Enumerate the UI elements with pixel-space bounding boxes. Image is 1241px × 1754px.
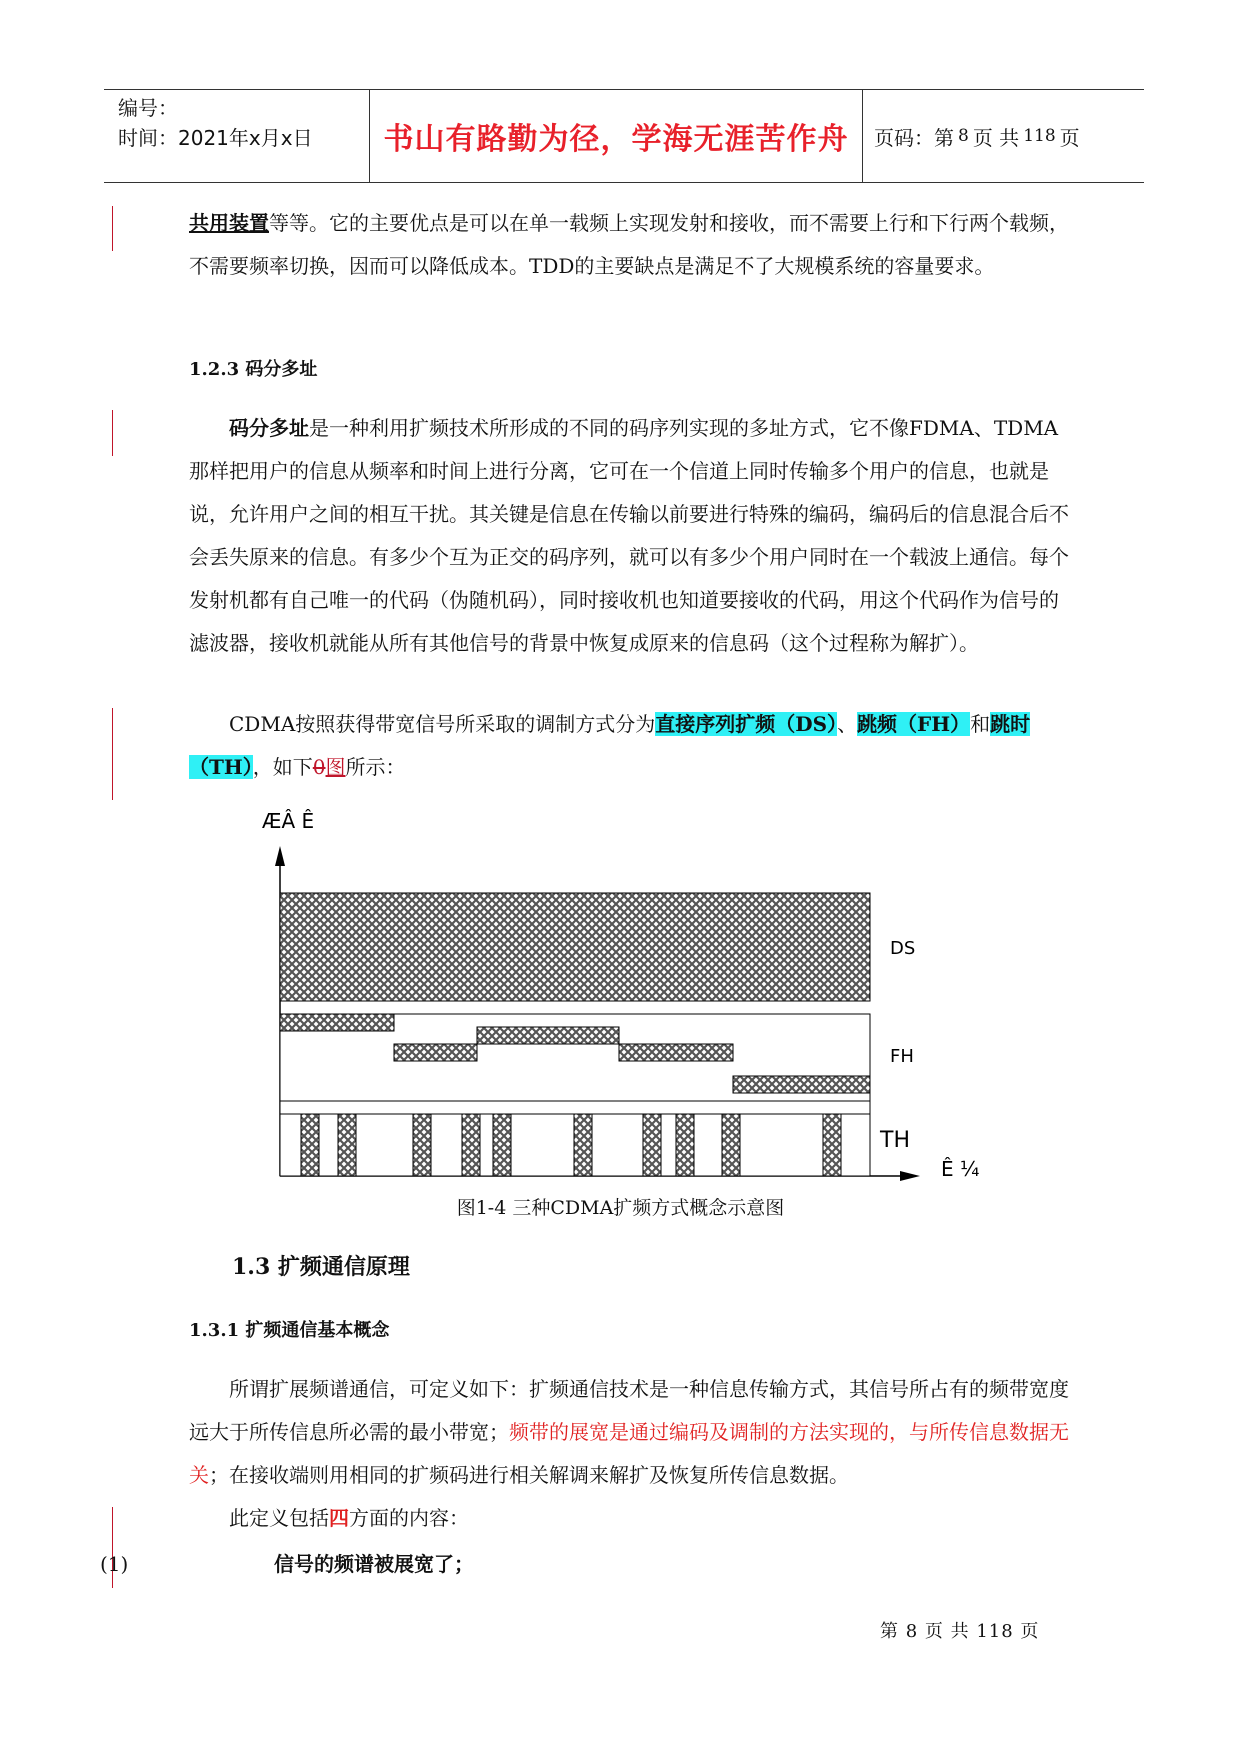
heading-1-2-3: 1.2.3 码分多址 — [189, 359, 318, 380]
heading-1-3: 1.3 扩频通信原理 — [232, 1254, 410, 1280]
figure-link[interactable]: 图 — [325, 755, 346, 779]
ds-label: DS — [890, 938, 916, 959]
th-burst — [338, 1114, 356, 1176]
th-burst — [462, 1114, 480, 1176]
page-suffix: 页 — [1059, 125, 1080, 150]
list-marker: (1) — [100, 1552, 129, 1576]
aspects-intro: 此定义包括 — [229, 1506, 329, 1530]
paragraph-text: 是一种利用扩频技术所形成的不同的码序列实现的多址方式，它不像FDMA、TDMA那样把用户的信息从频率和时间上进行分离，它可在一个信道上同时传输多个用户的信息，也就是说，允许用户之间的相互干扰。其关键是信息在传输以前要进行特殊的编码，编码后的信息混合后不会丢失原来的信息。有多少个互为正交的码序列，就可以有多少个用户同时在一个载波上通信。每个发射机都有自己唯一的代码（伪随机码），同时接收机也知道要接收的代码，用这个代码作为信号的滤波器，接收机就能从所有其他信号的背景中恢复成原来的信息码（这个过程称为解扩）。 — [189, 416, 1069, 655]
th-burst — [301, 1114, 319, 1176]
th-burst — [493, 1114, 511, 1176]
modulation-mid: ，如下 — [252, 755, 313, 779]
definition-highlight: 频带的展宽是通过编码及调制的方法实现的，与所传信息数据无关 — [189, 1420, 1069, 1487]
y-axis-label: ÆÂ Ê — [262, 809, 315, 833]
figure-caption: 图1-4 三种CDMA扩频方式概念示意图 — [456, 1197, 785, 1219]
th-burst — [722, 1114, 740, 1176]
fh-hop — [477, 1027, 619, 1044]
definition-text-end: ；在接收端则用相同的扩频码进行相关解调来解扩及恢复所传信息数据。 — [209, 1463, 849, 1487]
term-cdma: 码分多址 — [229, 416, 309, 440]
paragraph-text: 等等。它的主要优点是可以在单一载频上实现发射和接收，而不需要上行和下行两个载频，不需要频率切换，因而可以降低成本。TDD的主要缺点是满足不了大规模系统的容量要求。 — [189, 211, 1069, 278]
change-bar — [112, 708, 113, 800]
th-burst — [643, 1114, 661, 1176]
x-axis-arrow — [900, 1171, 920, 1181]
conjunction: 和 — [970, 712, 991, 736]
deleted-ref: 0 — [312, 755, 326, 779]
cdma-spread-diagram — [240, 808, 1000, 1183]
term-fh: 跳频（FH） — [857, 712, 971, 736]
header-page-info — [874, 89, 1080, 183]
fh-hop — [619, 1044, 733, 1061]
page-header — [104, 89, 1144, 183]
y-axis-arrow — [275, 846, 285, 866]
term-shared-device: 共用装置 — [189, 211, 269, 235]
modulation-suffix: 所示： — [345, 755, 406, 779]
paragraph-modulation — [189, 703, 1069, 789]
th-burst — [574, 1114, 592, 1176]
definition-text: 所谓扩展频谱通信，可定义如下：扩频通信技术是一种信息传输方式，其信号所占有的频带宽度远大于所传信息所必需的最小带宽； — [189, 1377, 1069, 1444]
header-motto: 书山有路勤为径，学海无涯苦作舟 — [383, 122, 849, 157]
page-number: 8 — [958, 126, 969, 146]
aspects-intro-end: 方面的内容： — [349, 1506, 469, 1530]
th-burst — [413, 1114, 431, 1176]
time-text: 时间：2021年x月x日 — [118, 126, 313, 150]
term-ds: 直接序列扩频（DS） — [655, 712, 838, 736]
th-label: TH — [880, 1128, 910, 1153]
heading-1-3-1: 1.3.1 扩频通信基本概念 — [189, 1320, 390, 1341]
paragraph-cdma — [189, 407, 1069, 665]
paragraph-definition — [189, 1368, 1069, 1540]
fh-hop — [394, 1044, 477, 1061]
ds-band — [280, 893, 870, 1001]
th-burst — [676, 1114, 694, 1176]
page-mid: 页 共 — [972, 125, 1020, 150]
change-bar — [112, 410, 113, 456]
x-axis-label: Ê ¼ — [941, 1157, 980, 1181]
list-item: 信号的频谱被展宽了； — [274, 1552, 474, 1576]
separator: 、 — [837, 712, 858, 736]
paragraph-tdd — [189, 202, 1069, 288]
fh-hop — [280, 1014, 394, 1031]
th-burst — [823, 1114, 841, 1176]
header-meta — [118, 93, 313, 153]
fh-hop — [733, 1076, 870, 1093]
modulation-prefix: CDMA按照获得带宽信号所采取的调制方式分为 — [229, 712, 656, 736]
term-th: 跳时（TH） — [189, 712, 1031, 779]
change-bar — [112, 206, 113, 251]
fh-label: FH — [890, 1046, 914, 1067]
code-label: 编号： — [118, 96, 178, 120]
aspects-count: 四 — [329, 1506, 349, 1530]
page-prefix: 页码：第 — [874, 125, 954, 150]
page-total: 118 — [1023, 126, 1056, 146]
page-footer: 第 8 页 共 118 页 — [880, 1621, 1040, 1642]
